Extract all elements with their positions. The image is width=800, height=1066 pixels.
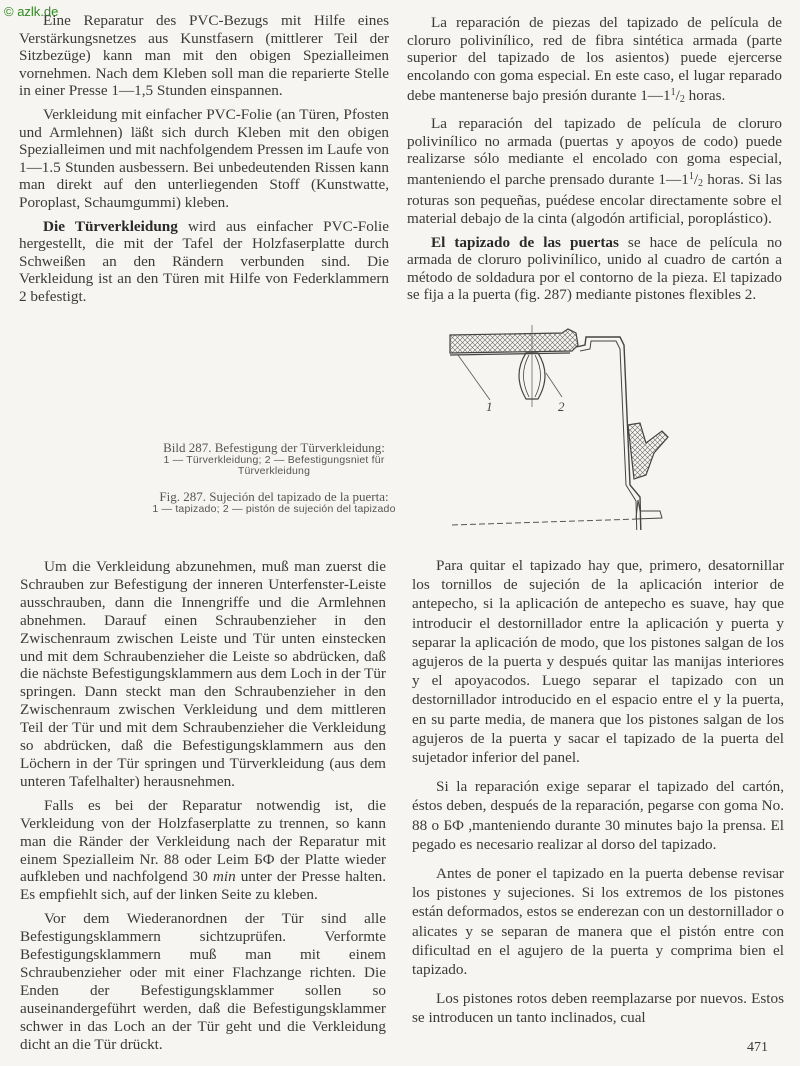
paragraph: Eine Reparatur des PVC-Bezugs mit Hilfe eines Verstärkungsnetzes aus Kunstfasern (mittlerer Teil der Sitzbezüge) kann man mit den obigen Spezialleimen vornehmen. Nach dem Kleben soll man die reparierte Stelle in einer Presse 1—1,5 Stunden einspannen. (19, 12, 389, 100)
paragraph-text: se hace de película no armada de cloruro polivinílico, unido al cuadro de cartón a método de soldadura por el contorno de la pieza. El tapizado se fija a la puerta (fig. 287) mediante pistones flexibles 2. (407, 233, 783, 304)
paragraph-text: horas. Si las roturas son pequeñas, puédese encolar directamente sobre el material debajo de la cinta (algodón artificial, poroplástico). (407, 170, 782, 227)
spanish-text-top (407, 14, 782, 310)
door-trim-fastening-diagram (440, 325, 770, 530)
paragraph: Vor dem Wiederanordnen der Tür sind alle Befestigungsklammern sichtzuprüfen. Verformte Befestigungsklammern muß man mit einem Schraubenzieher oder mit einer Flachzange richten. Die Enden der Befestigungsklammer sollen so auseinandergeführt werden, daß die Befestigungsklammer schwer in das Loch an der Tür geht und die Verkleidung dicht an die Tür drückt. (20, 910, 386, 1053)
paragraph (19, 218, 389, 306)
caption-german-title: Bild 287. Befestigung der Türverkleidung: (163, 440, 385, 455)
bold-heading: El tapizado de las puertas (431, 233, 619, 251)
unit-italic: min (212, 868, 236, 886)
paragraph (20, 797, 386, 904)
bold-heading: Die Türverkleidung (43, 217, 178, 235)
paragraph: Si la reparación exige separar el tapizado del cartón, éstos deben, después de la reparación, pegarse con goma No. 88 o БФ ,manteniendo durante 30 minutes bajo la prensa. El pegado es necesario realizar al dorso del tapizado. (412, 778, 784, 853)
paragraph-text: Falls es bei der Reparatur notwendig ist, die Verkleidung von der Holzfaserplatte zu trennen, so kann man die Ränder der Verkleidung nach der Reparatur mit einem Spezialleim Nr. 88 oder Leim БФ der Platte wieder aufkleben und nachfolgend 30 (20, 796, 386, 886)
german-text-bottom (20, 558, 386, 1059)
fraction-denominator: 2 (679, 94, 685, 106)
spanish-text-bottom (412, 556, 784, 1038)
paragraph-text: wird aus einfacher PVC-Folie hergestellt, die mit der Tafel der Holzfaserplatte durch Schweißen an den Rändern verbunden sind. Die Verkleidung ist an den Türen mit Hilfe von Federklammern 2 befestigt. (19, 217, 389, 305)
caption-german-legend: 1 — Türverkleidung; 2 — Befestigungsniet für Türverkleidung (163, 454, 385, 477)
caption-spanish-title: Fig. 287. Sujeción del tapizado de la puerta: (159, 489, 389, 504)
paragraph: La reparación del tapizado de película de cloruro polivinílico no armada (puertas y apoyos de codo) puede realizarse sólo mediante el encolado con goma especial, manteniendo el parche prensado durante $1—1^1/_2$ horas. Si las roturas son pequeñas, puédese encolar directamente sobre el material debajo de la cinta (algodón artificial, poroplástico). (407, 114, 782, 227)
fraction-numerator: 1 (670, 87, 676, 99)
paragraph-text: horas. (684, 87, 726, 105)
fraction-numerator: 1 (688, 170, 694, 182)
paragraph: Verkleidung mit einfacher PVC-Folie (an Türen, Pfosten und Armlehnen) läßt sich durch Kleben mit den obigen Spezialleimen und mit nachfolgendem Pressen im Laufe von 1—1.5 Stunden ausbessern. Bei unbedeutenden Rissen kann man direkt auf den unterliegenden Stoff (Kunstwatte, Poroplast, Schaumgummi) kleben. (19, 105, 389, 211)
paragraph: Para quitar el tapizado hay que, primero, desatornillar los tornillos de sujeción de la aplicación interior de antepecho, si la aplicación de antepecho es suave, hay que introducir el destornillador entre la aplicación y puerta y separar la aplicación de modo, que los pistones salgan de los agujeros de la puerta y después quitar las manijas interiores y el apoyacodos. Luego separar el tapizado con un destornillador introducido en el espacio entre el y la puerta, en su parte media, de manera que los pistones salgan de los agujeros de la puerta y sacar el tapizado de la puerta del sujetador inferior del panel. (412, 557, 784, 767)
paragraph: Antes de poner el tapizado en la puerta debense revisar los pistones y sujeciones. Si los extremos de los pistones están deformados, estos se enderezan con un destornillador o alicates y se separan de manera que el pistón entre con dificultad en el agujero de la puerta y comprima bien el tapizado. (412, 865, 784, 979)
paragraph-text: unter der Presse halten. Es empfiehlt sich, auf der linken Seite zu kleben. (20, 868, 386, 904)
label-2: 2 (558, 399, 565, 414)
paragraph-text: La reparación de piezas del tapizado de película de cloruro polivinílico, red de fibra sintética armada (parte superior del tapizado de los asientos) puede ejercerse encolando con goma especial. En este caso, el lugar reparado debe mantenerse bajo presión durante 1—1 (407, 14, 782, 105)
watermark: © azlk.de (4, 4, 59, 19)
caption-spanish-legend: 1 — tapizado; 2 — pistón de sujeción del tapizado (152, 503, 396, 515)
label-1: 1 (486, 399, 493, 414)
figure-caption (128, 440, 420, 515)
page-number: 471 (747, 1040, 768, 1055)
german-text-top (19, 12, 389, 312)
paragraph: Los pistones rotos deben reemplazarse por nuevos. Estos se introducen un tanto inclinados, cual (412, 990, 784, 1027)
paragraph-text: La reparación del tapizado de película de cloruro polivinílico no armada (puertas y apoyos de codo) puede realizarse sólo mediante el encolado con goma especial, manteniendo el parche prensado durante 1—1 (407, 114, 782, 188)
paragraph (407, 234, 782, 304)
paragraph: La reparación de piezas del tapizado de película de cloruro polivinílico, red de fibra sintética armada (parte superior del tapizado de los asientos) puede ejercerse encolando con goma especial. En este caso, el lugar reparado debe mantenerse bajo presión durante $1—1^1/_2$ horas. (407, 14, 782, 106)
paragraph: Um die Verkleidung abzunehmen, muß man zuerst die Schrauben zur Befestigung der inneren Unterfenster-Leiste ausschrauben, dann die Innengriffe und die Armlehnen abnehmen. Darauf einen Schraubenzieher in den Zwischenraum zwischen Leiste und Tür unten einstecken und mit dem Schraubenzieher die Leiste so abdrücken, daß die nächste Befestigungsklammern aus dem Loch in der Tür springen. Dann steckt man den Schraubenzieher in den Zwischenraum zwischen Verkleidung und dem mittleren Teil der Tür und mit dem Schraubenzieher die Verkleidung so abdrücken, daß die Befestigungsklammern aus den Löchern in der Tür springen und Türverkleidung (aus dem unteren Tafelhalter) herausnehmen. (20, 558, 386, 790)
cross-section-drawing (440, 325, 770, 530)
fraction-denominator: 2 (698, 177, 704, 189)
